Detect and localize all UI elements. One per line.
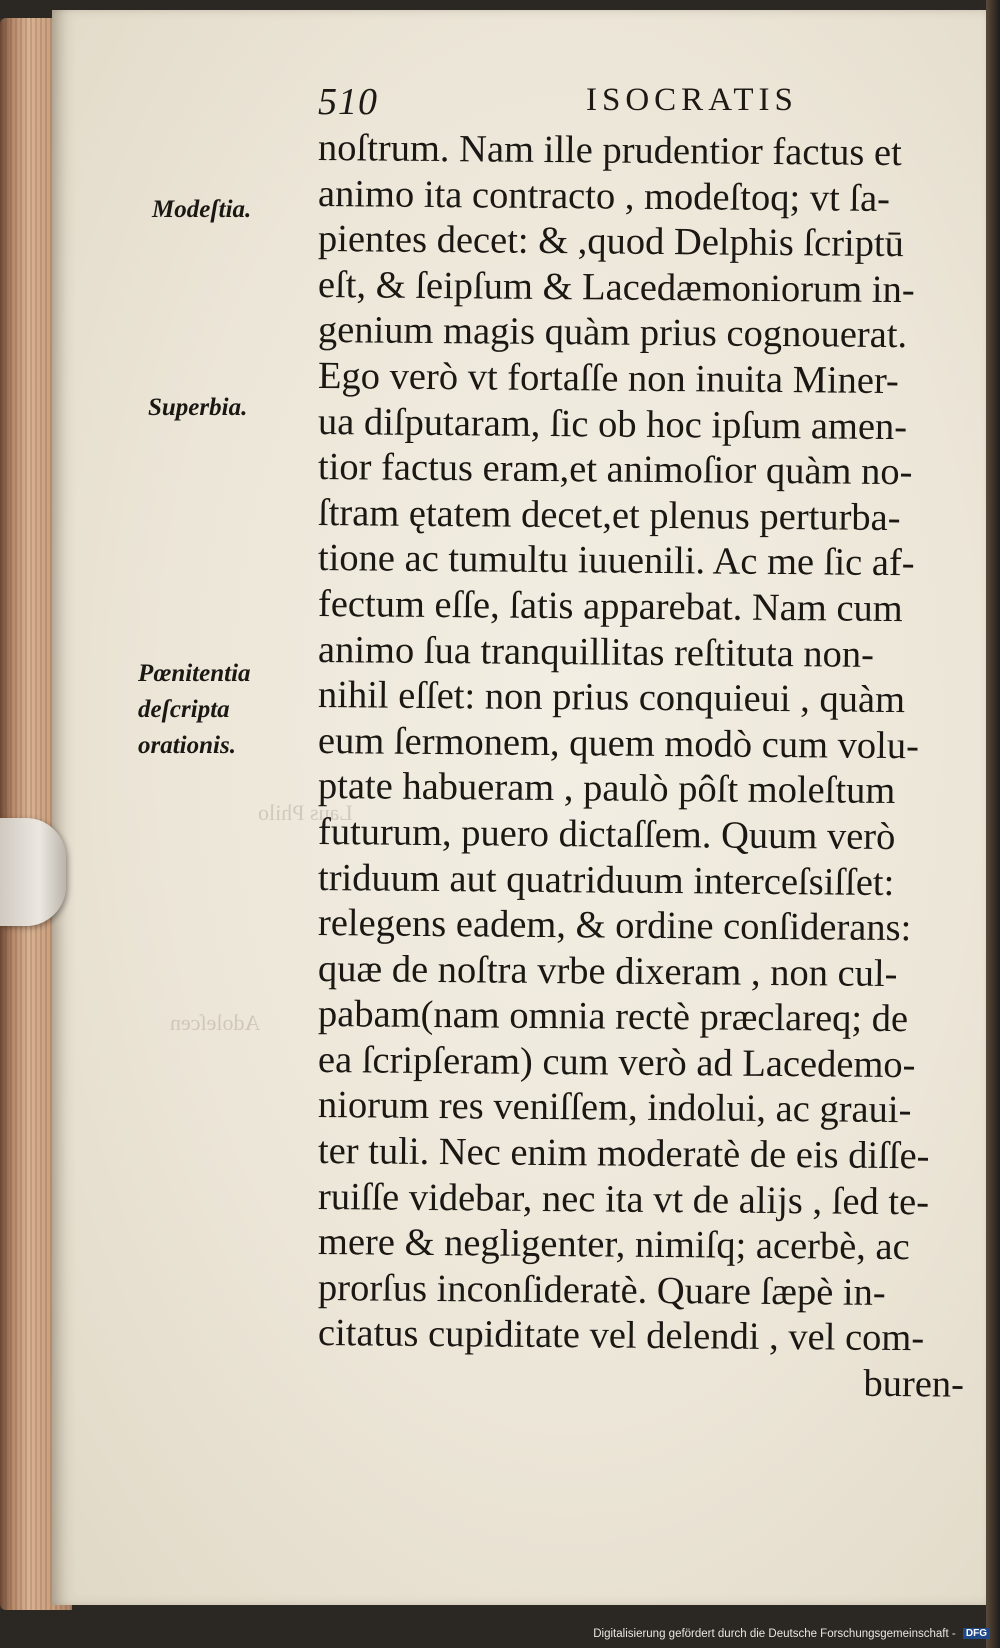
page-clip [0,818,66,926]
text-line: ter tuli. Nec enim moderatè de eis diſſe- [317,1130,930,1178]
text-line: animo ſua tranquillitas reſtituta non- [317,628,875,676]
text-line: noſtrum. Nam ille prudentior factus et [317,127,902,175]
margin-note-line: deſcripta [138,696,230,723]
text-line: tior factus eram,et animoſior quàm no- [317,446,913,494]
text-line: ſtram ętatem decet,et plenus perturba- [317,491,901,539]
text-line: nihil eſſet: non prius conquieui , quàm [317,674,906,722]
text-line: Ego verò vt fortaſſe non inuita Miner- [317,354,900,403]
digitization-credit [593,1628,990,1640]
margin-note-line: Pœnitentia [138,660,251,687]
margin-note-superbia: Superbia. [148,394,248,421]
text-line: niorum res veniſſem, indolui, ac graui- [317,1084,912,1132]
margin-note-line: orationis. [138,732,236,759]
text-line: ua diſputaram, ſic ob hoc ipſum amen- [317,400,908,448]
running-title: ISOCRATIS [586,82,798,118]
bleed-through-text: Laus Philo [258,800,353,825]
text-line: animo ita contracto , modeſtoq; vt ſa- [317,172,891,220]
text-line: genium magis quàm prius cognouerat. [317,309,908,357]
main-text-block [317,126,978,1406]
text-line: quæ de noſtra vrbe dixeram , non cul- [317,947,898,995]
text-line: fectum eſſe, ſatis apparebat. Nam cum [317,582,903,631]
dfg-logo: DFG [963,1628,990,1639]
text-line: ruiſſe videbar, nec ita vt de alijs , ſed te- [317,1175,930,1223]
margin-note-modestia: Modeſtia. [152,196,252,223]
text-line: eſt, & ſeipſum & Lacedæmoniorum in- [317,263,915,311]
text-line: pientes decet: & ,quod Delphis ſcriptū [317,218,905,266]
binding-shadow [986,0,1000,1648]
text-line: prorſus inconſideratè. Quare ſæpè in- [317,1266,886,1314]
text-line: tione ac tumultu iuuenili. Ac me ſic af- [317,537,915,585]
credit-text: Digitalisierung gefördert durch die Deutsche Forschungsgemeinschaft - [593,1628,956,1640]
text-line: triduum aut quatriduum interceſsiſſet: [317,856,895,904]
bleed-through-text: Adoleſcen [170,1010,261,1035]
text-line: pabam(nam omnia rectè præclareq; de [317,993,909,1041]
text-line: relegens eadem, & ordine conſiderans: [317,902,912,950]
text-line: eum ſermonem, quem modò cum volu- [317,719,920,767]
page-number: 510 [318,81,378,123]
margin-note-poenitentia [138,656,251,764]
text-line: citatus cupiditate vel delendi , vel com- [317,1312,925,1360]
text-line: futurum, puero dictaſſem. Quum verò [317,810,896,858]
text-line: mere & negligenter, nimiſq; acerbè, ac [317,1221,910,1269]
text-line: ptate habueram , paulò pôſt moleſtum [317,765,896,813]
catchword: buren- [863,1362,965,1406]
page-header [318,72,838,132]
text-line: ea ſcripſeram) cum verò ad Lacedemo- [317,1038,916,1087]
